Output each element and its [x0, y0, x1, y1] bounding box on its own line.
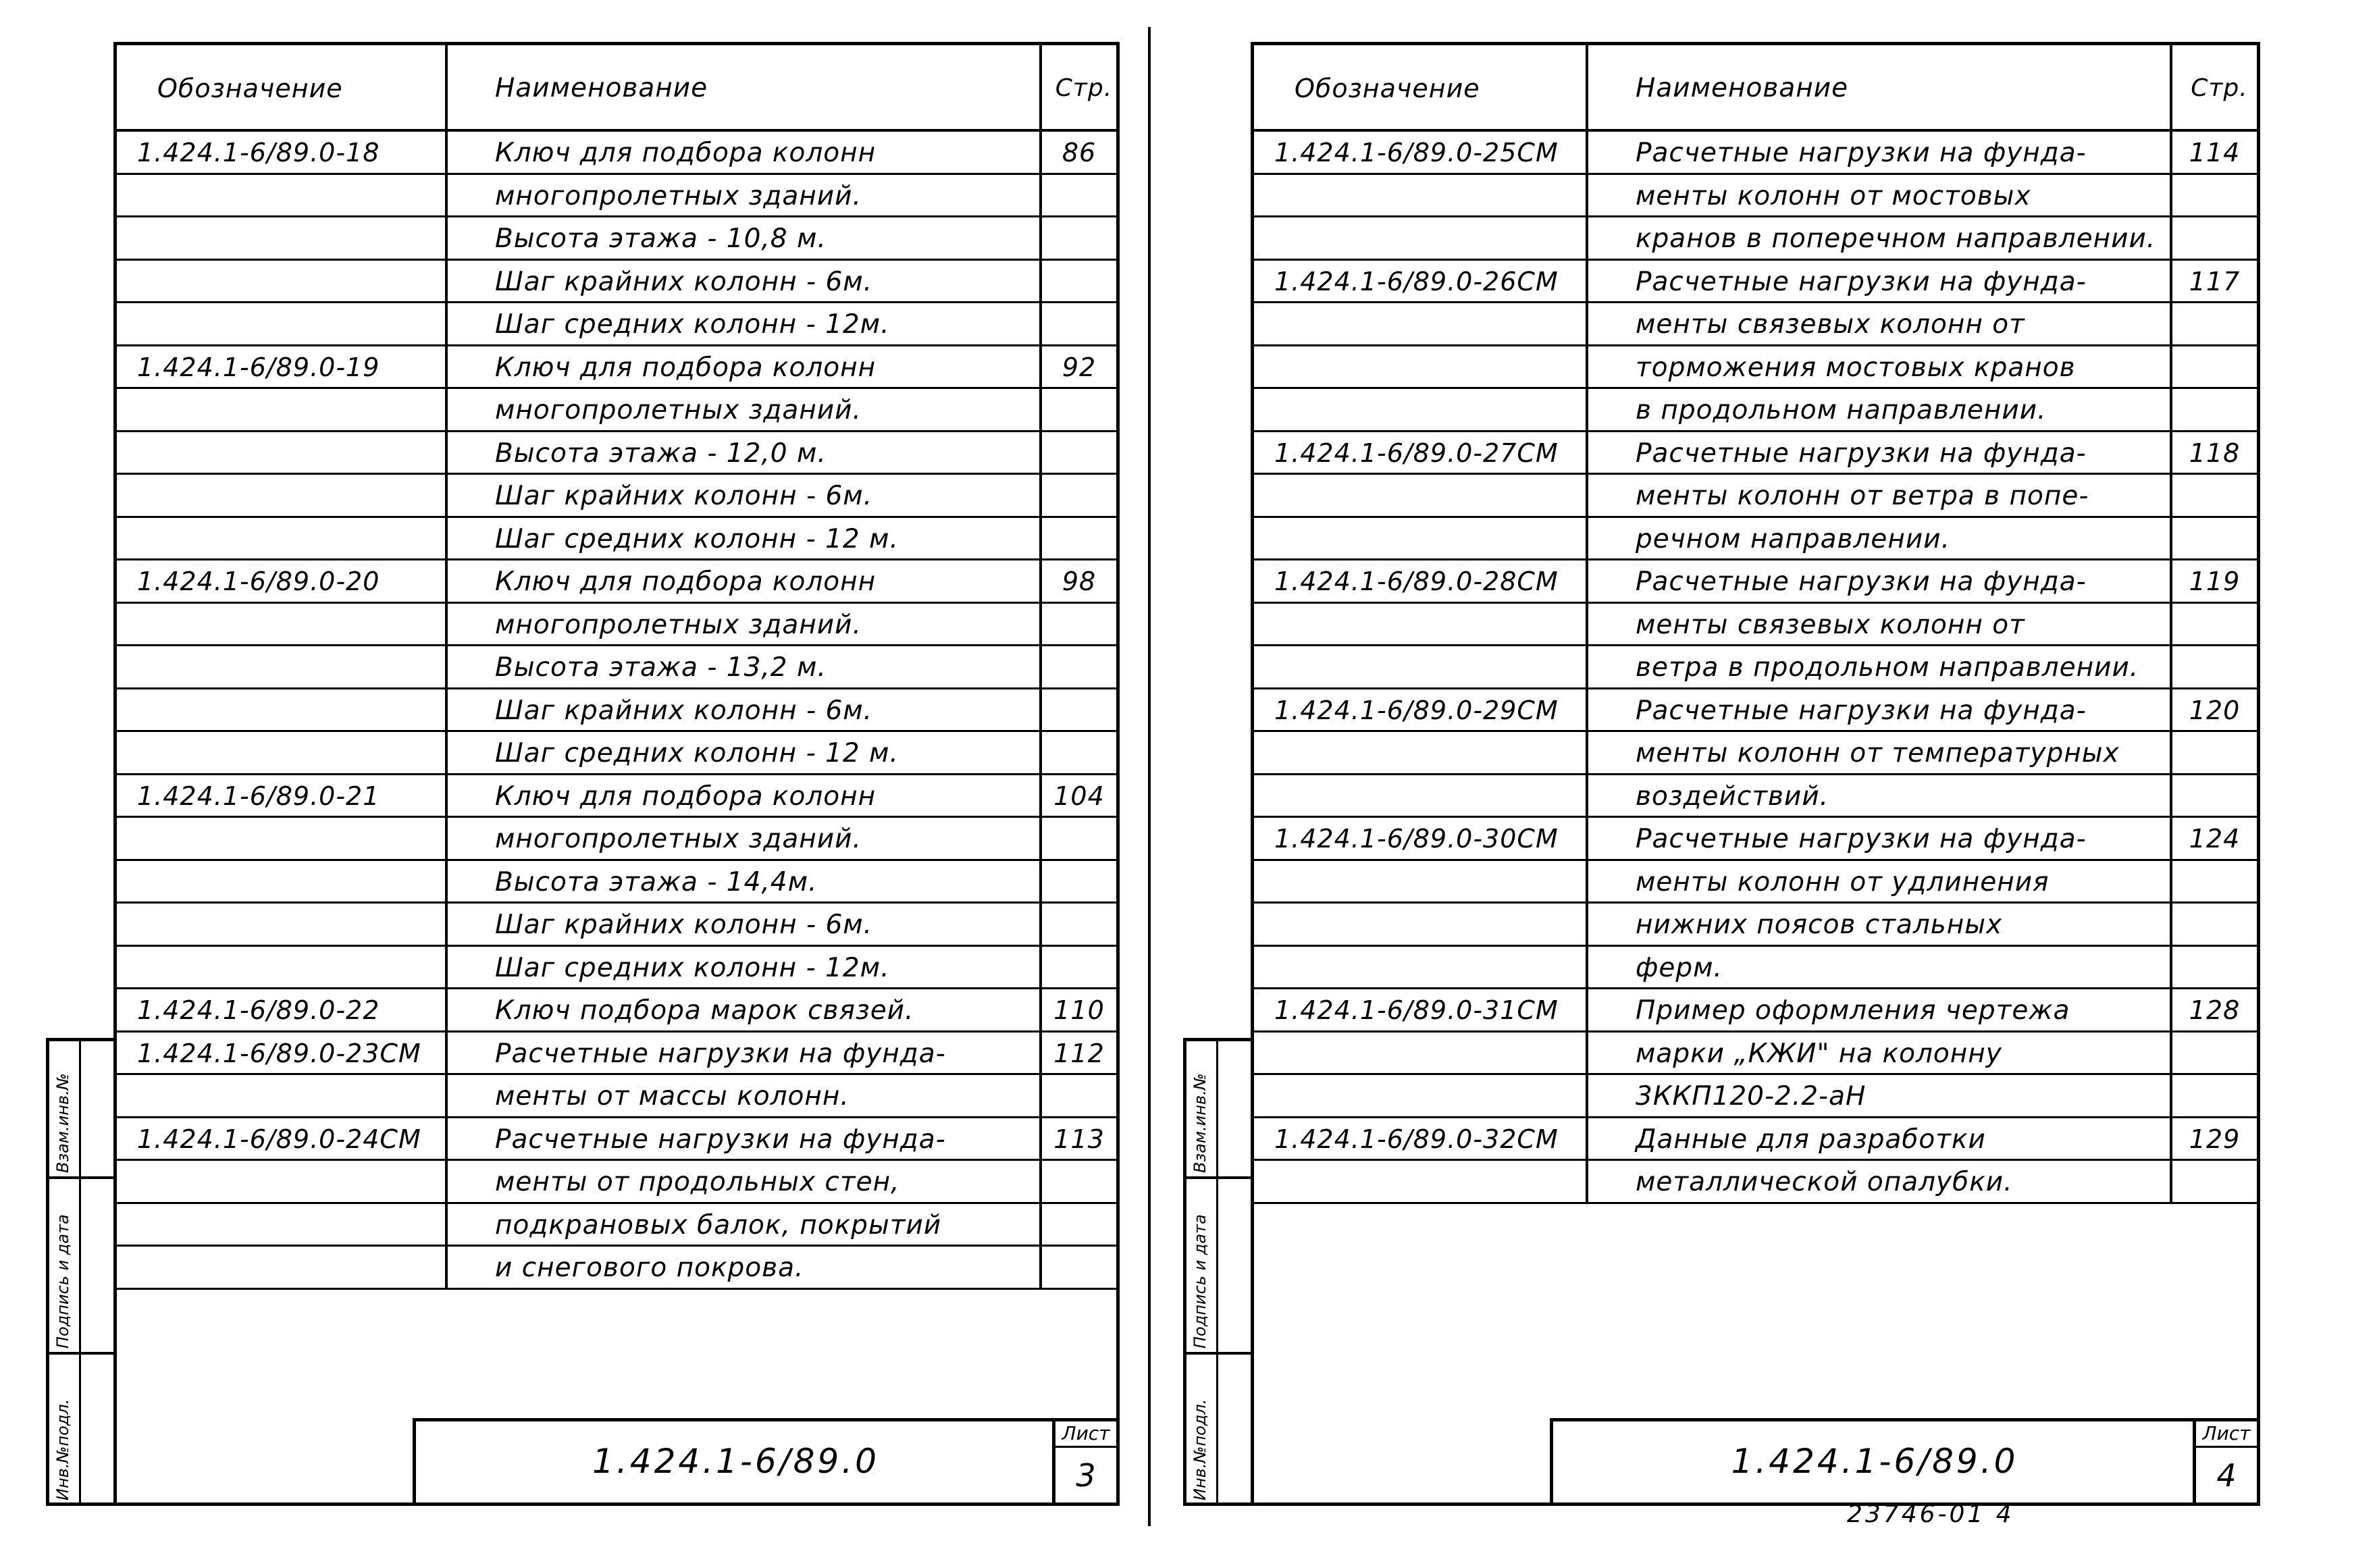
page-cell: 110 [1042, 989, 1116, 1033]
designation-cell [117, 1075, 448, 1118]
designation-cell: 1.424.1-6/89.0-23СМ [117, 1033, 448, 1076]
page-cell: 98 [1042, 560, 1116, 604]
designation-cell [1254, 303, 1588, 346]
page-cell [2172, 475, 2257, 518]
designation-cell [1254, 346, 1588, 390]
designation-cell [117, 732, 448, 775]
designation-cell [117, 1161, 448, 1204]
sheet-number: 3 [1076, 1457, 1096, 1494]
designation-cell [117, 475, 448, 518]
name-cell: и снегового покрова. [448, 1247, 1042, 1290]
designation-cell: 1.424.1-6/89.0-25СМ [1254, 132, 1588, 175]
designation-cell: 1.424.1-6/89.0-22 [117, 989, 448, 1033]
name-cell: Ключ для подбора колонн [448, 132, 1042, 175]
page-cell [1042, 947, 1116, 990]
page-cell [1042, 261, 1116, 304]
page-cell [2172, 1161, 2257, 1204]
name-cell: менты связевых колонн от [1588, 604, 2172, 647]
name-cell: кранов в поперечном направлении. [1588, 217, 2172, 261]
designation-cell [1254, 1161, 1588, 1204]
page-cell [2172, 346, 2257, 390]
name-cell: многопролетных зданий. [448, 818, 1042, 861]
header-page: Стр. [1042, 45, 1116, 132]
page-cell [1042, 389, 1116, 432]
name-cell: речном направлении. [1588, 518, 2172, 561]
strip-line [79, 1041, 81, 1502]
name-cell: менты колонн от удлинения [1588, 861, 2172, 904]
name-cell: в продольном направлении. [1588, 389, 2172, 432]
designation-cell [1254, 646, 1588, 689]
name-cell: Пример оформления чертежа [1588, 989, 2172, 1033]
designation-cell: 1.424.1-6/89.0-30СМ [1254, 818, 1588, 861]
header-name: Наименование [448, 45, 1042, 132]
name-cell: Шаг крайних колонн - 6м. [448, 475, 1042, 518]
name-cell: Высота этажа - 13,2 м. [448, 646, 1042, 689]
designation-cell: 1.424.1-6/89.0-29СМ [1254, 689, 1588, 733]
name-cell: Шаг крайних колонн - 6м. [448, 904, 1042, 947]
name-cell: Шаг крайних колонн - 6м. [448, 689, 1042, 733]
sheet-number-box [2193, 1421, 2257, 1502]
page-cell: 124 [2172, 818, 2257, 861]
page-cell [2172, 604, 2257, 647]
page-cell: 120 [2172, 689, 2257, 733]
designation-cell: 1.424.1-6/89.0-18 [117, 132, 448, 175]
page-cell [1042, 604, 1116, 647]
page-cell [1042, 904, 1116, 947]
sheet-number: 4 [2216, 1457, 2237, 1494]
name-cell: воздействий. [1588, 775, 2172, 818]
name-cell: менты от продольных стен, [448, 1161, 1042, 1204]
designation-cell: 1.424.1-6/89.0-32СМ [1254, 1118, 1588, 1161]
name-cell: ветра в продольном направлении. [1588, 646, 2172, 689]
sheet-number-box [1052, 1421, 1116, 1502]
center-divider [1148, 27, 1151, 1526]
designation-cell [117, 646, 448, 689]
designation-cell: 1.424.1-6/89.0-21 [117, 775, 448, 818]
header-name: Наименование [1588, 45, 2172, 132]
name-cell: менты колонн от температурных [1588, 732, 2172, 775]
page-cell [2172, 389, 2257, 432]
name-cell: Ключ для подбора колонн [448, 560, 1042, 604]
designation-cell: 1.424.1-6/89.0-31СМ [1254, 989, 1588, 1033]
name-cell: Расчетные нагрузки на фунда- [1588, 560, 2172, 604]
designation-cell [117, 861, 448, 904]
contents-table-right [1254, 45, 2257, 1204]
designation-cell [1254, 1033, 1588, 1076]
sheet-left [113, 42, 1120, 1506]
name-cell: Расчетные нагрузки на фунда- [1588, 132, 2172, 175]
page-cell [1042, 175, 1116, 218]
page-cell [1042, 217, 1116, 261]
designation-cell [117, 432, 448, 475]
designation-cell [117, 904, 448, 947]
designation-cell [117, 947, 448, 990]
name-cell: многопролетных зданий. [448, 604, 1042, 647]
page-cell: 129 [2172, 1118, 2257, 1161]
page-cell [1042, 432, 1116, 475]
page-cell [1042, 646, 1116, 689]
page-cell [2172, 904, 2257, 947]
name-cell: Шаг крайних колонн - 6м. [448, 261, 1042, 304]
designation-cell: 1.424.1-6/89.0-20 [117, 560, 448, 604]
page-cell [2172, 947, 2257, 990]
name-cell: Высота этажа - 12,0 м. [448, 432, 1042, 475]
contents-table-left [117, 45, 1116, 1290]
name-cell: Расчетные нагрузки на фунда- [448, 1033, 1042, 1076]
designation-cell [117, 389, 448, 432]
designation-cell: 1.424.1-6/89.0-26СМ [1254, 261, 1588, 304]
title-block-right [1550, 1418, 2257, 1502]
name-cell: Высота этажа - 14,4м. [448, 861, 1042, 904]
designation-cell: 1.424.1-6/89.0-19 [117, 346, 448, 390]
designation-cell [117, 1204, 448, 1247]
name-cell: менты от массы колонн. [448, 1075, 1042, 1118]
name-cell: Шаг средних колонн - 12 м. [448, 518, 1042, 561]
name-cell: Ключ подбора марок связей. [448, 989, 1042, 1033]
page-cell [2172, 775, 2257, 818]
designation-cell [1254, 775, 1588, 818]
archive-code: 23746-01 4 [1847, 1500, 2014, 1528]
name-cell: многопролетных зданий. [448, 175, 1042, 218]
name-cell: менты колонн от ветра в попе- [1588, 475, 2172, 518]
strip-line [1216, 1041, 1218, 1502]
name-cell: Шаг средних колонн - 12м. [448, 303, 1042, 346]
approval-strip-right [1183, 1038, 1251, 1506]
designation-cell [1254, 175, 1588, 218]
designation-cell [1254, 947, 1588, 990]
designation-cell [117, 175, 448, 218]
page-cell [1042, 1161, 1116, 1204]
sheet-label: Лист [1055, 1421, 1116, 1448]
name-cell: Высота этажа - 10,8 м. [448, 217, 1042, 261]
designation-cell [117, 303, 448, 346]
page-cell [2172, 518, 2257, 561]
name-cell: 3ККП120-2.2-аН [1588, 1075, 2172, 1118]
name-cell: менты связевых колонн от [1588, 303, 2172, 346]
designation-cell: 1.424.1-6/89.0-28СМ [1254, 560, 1588, 604]
name-cell: Расчетные нагрузки на фунда- [1588, 689, 2172, 733]
page-cell [2172, 861, 2257, 904]
name-cell: менты колонн от мостовых [1588, 175, 2172, 218]
page-cell: 104 [1042, 775, 1116, 818]
title-block-left [413, 1418, 1116, 1502]
strip-label-replace: Взам.инв.№ [1191, 1073, 1209, 1173]
designation-cell [117, 689, 448, 733]
page-cell: 113 [1042, 1118, 1116, 1161]
page-cell [2172, 1033, 2257, 1076]
page-cell [2172, 303, 2257, 346]
name-cell: Расчетные нагрузки на фунда- [1588, 432, 2172, 475]
strip-label-inv: Инв.№подл. [1191, 1399, 1209, 1500]
name-cell: торможения мостовых кранов [1588, 346, 2172, 390]
designation-cell [1254, 861, 1588, 904]
page-cell: 118 [2172, 432, 2257, 475]
page-cell [1042, 1204, 1116, 1247]
designation-cell [117, 818, 448, 861]
document-code: 1.424.1-6/89.0 [1731, 1442, 2018, 1481]
designation-cell [117, 604, 448, 647]
header-designation: Обозначение [1254, 45, 1588, 132]
page-cell [1042, 303, 1116, 346]
page-cell [1042, 818, 1116, 861]
designation-cell [1254, 904, 1588, 947]
name-cell: Расчетные нагрузки на фунда- [448, 1118, 1042, 1161]
page-cell [1042, 689, 1116, 733]
page-cell [2172, 646, 2257, 689]
designation-cell [1254, 732, 1588, 775]
approval-strip-left [46, 1038, 113, 1506]
name-cell: Шаг средних колонн - 12м. [448, 947, 1042, 990]
strip-label-replace: Взам.инв.№ [53, 1073, 72, 1173]
designation-cell [1254, 217, 1588, 261]
page-cell [1042, 518, 1116, 561]
strip-label-sign: Подпись и дата [1191, 1214, 1209, 1349]
designation-cell [117, 1247, 448, 1290]
strip-label-sign: Подпись и дата [53, 1214, 72, 1349]
designation-cell [1254, 1075, 1588, 1118]
designation-cell [117, 261, 448, 304]
page-cell: 112 [1042, 1033, 1116, 1076]
page-cell [2172, 217, 2257, 261]
name-cell: подкрановых балок, покрытий [448, 1204, 1042, 1247]
page-cell: 92 [1042, 346, 1116, 390]
name-cell: Данные для разработки [1588, 1118, 2172, 1161]
sheet-label: Лист [2196, 1421, 2257, 1448]
designation-cell [1254, 475, 1588, 518]
designation-cell [1254, 518, 1588, 561]
name-cell: марки „КЖИ" на колонну [1588, 1033, 2172, 1076]
page-cell [2172, 175, 2257, 218]
name-cell: Шаг средних колонн - 12 м. [448, 732, 1042, 775]
designation-cell [1254, 389, 1588, 432]
page-cell: 128 [2172, 989, 2257, 1033]
name-cell: нижних поясов стальных [1588, 904, 2172, 947]
strip-label-inv: Инв.№подл. [53, 1399, 72, 1500]
name-cell: многопролетных зданий. [448, 389, 1042, 432]
header-page: Стр. [2172, 45, 2257, 132]
page-cell [1042, 1075, 1116, 1118]
page-cell: 119 [2172, 560, 2257, 604]
name-cell: металлической опалубки. [1588, 1161, 2172, 1204]
page-cell [2172, 1075, 2257, 1118]
page-cell: 114 [2172, 132, 2257, 175]
page-cell [1042, 861, 1116, 904]
designation-cell [1254, 604, 1588, 647]
name-cell: Ключ для подбора колонн [448, 346, 1042, 390]
page-cell: 117 [2172, 261, 2257, 304]
designation-cell: 1.424.1-6/89.0-24СМ [117, 1118, 448, 1161]
sheet-right [1251, 42, 2260, 1506]
header-designation: Обозначение [117, 45, 448, 132]
name-cell: ферм. [1588, 947, 2172, 990]
designation-cell [117, 217, 448, 261]
page-cell [2172, 732, 2257, 775]
page-cell: 86 [1042, 132, 1116, 175]
name-cell: Расчетные нагрузки на фунда- [1588, 261, 2172, 304]
name-cell: Расчетные нагрузки на фунда- [1588, 818, 2172, 861]
page-cell [1042, 1247, 1116, 1290]
designation-cell: 1.424.1-6/89.0-27СМ [1254, 432, 1588, 475]
designation-cell [117, 518, 448, 561]
document-code: 1.424.1-6/89.0 [592, 1442, 879, 1481]
page-cell [1042, 475, 1116, 518]
page-cell [1042, 732, 1116, 775]
name-cell: Ключ для подбора колонн [448, 775, 1042, 818]
